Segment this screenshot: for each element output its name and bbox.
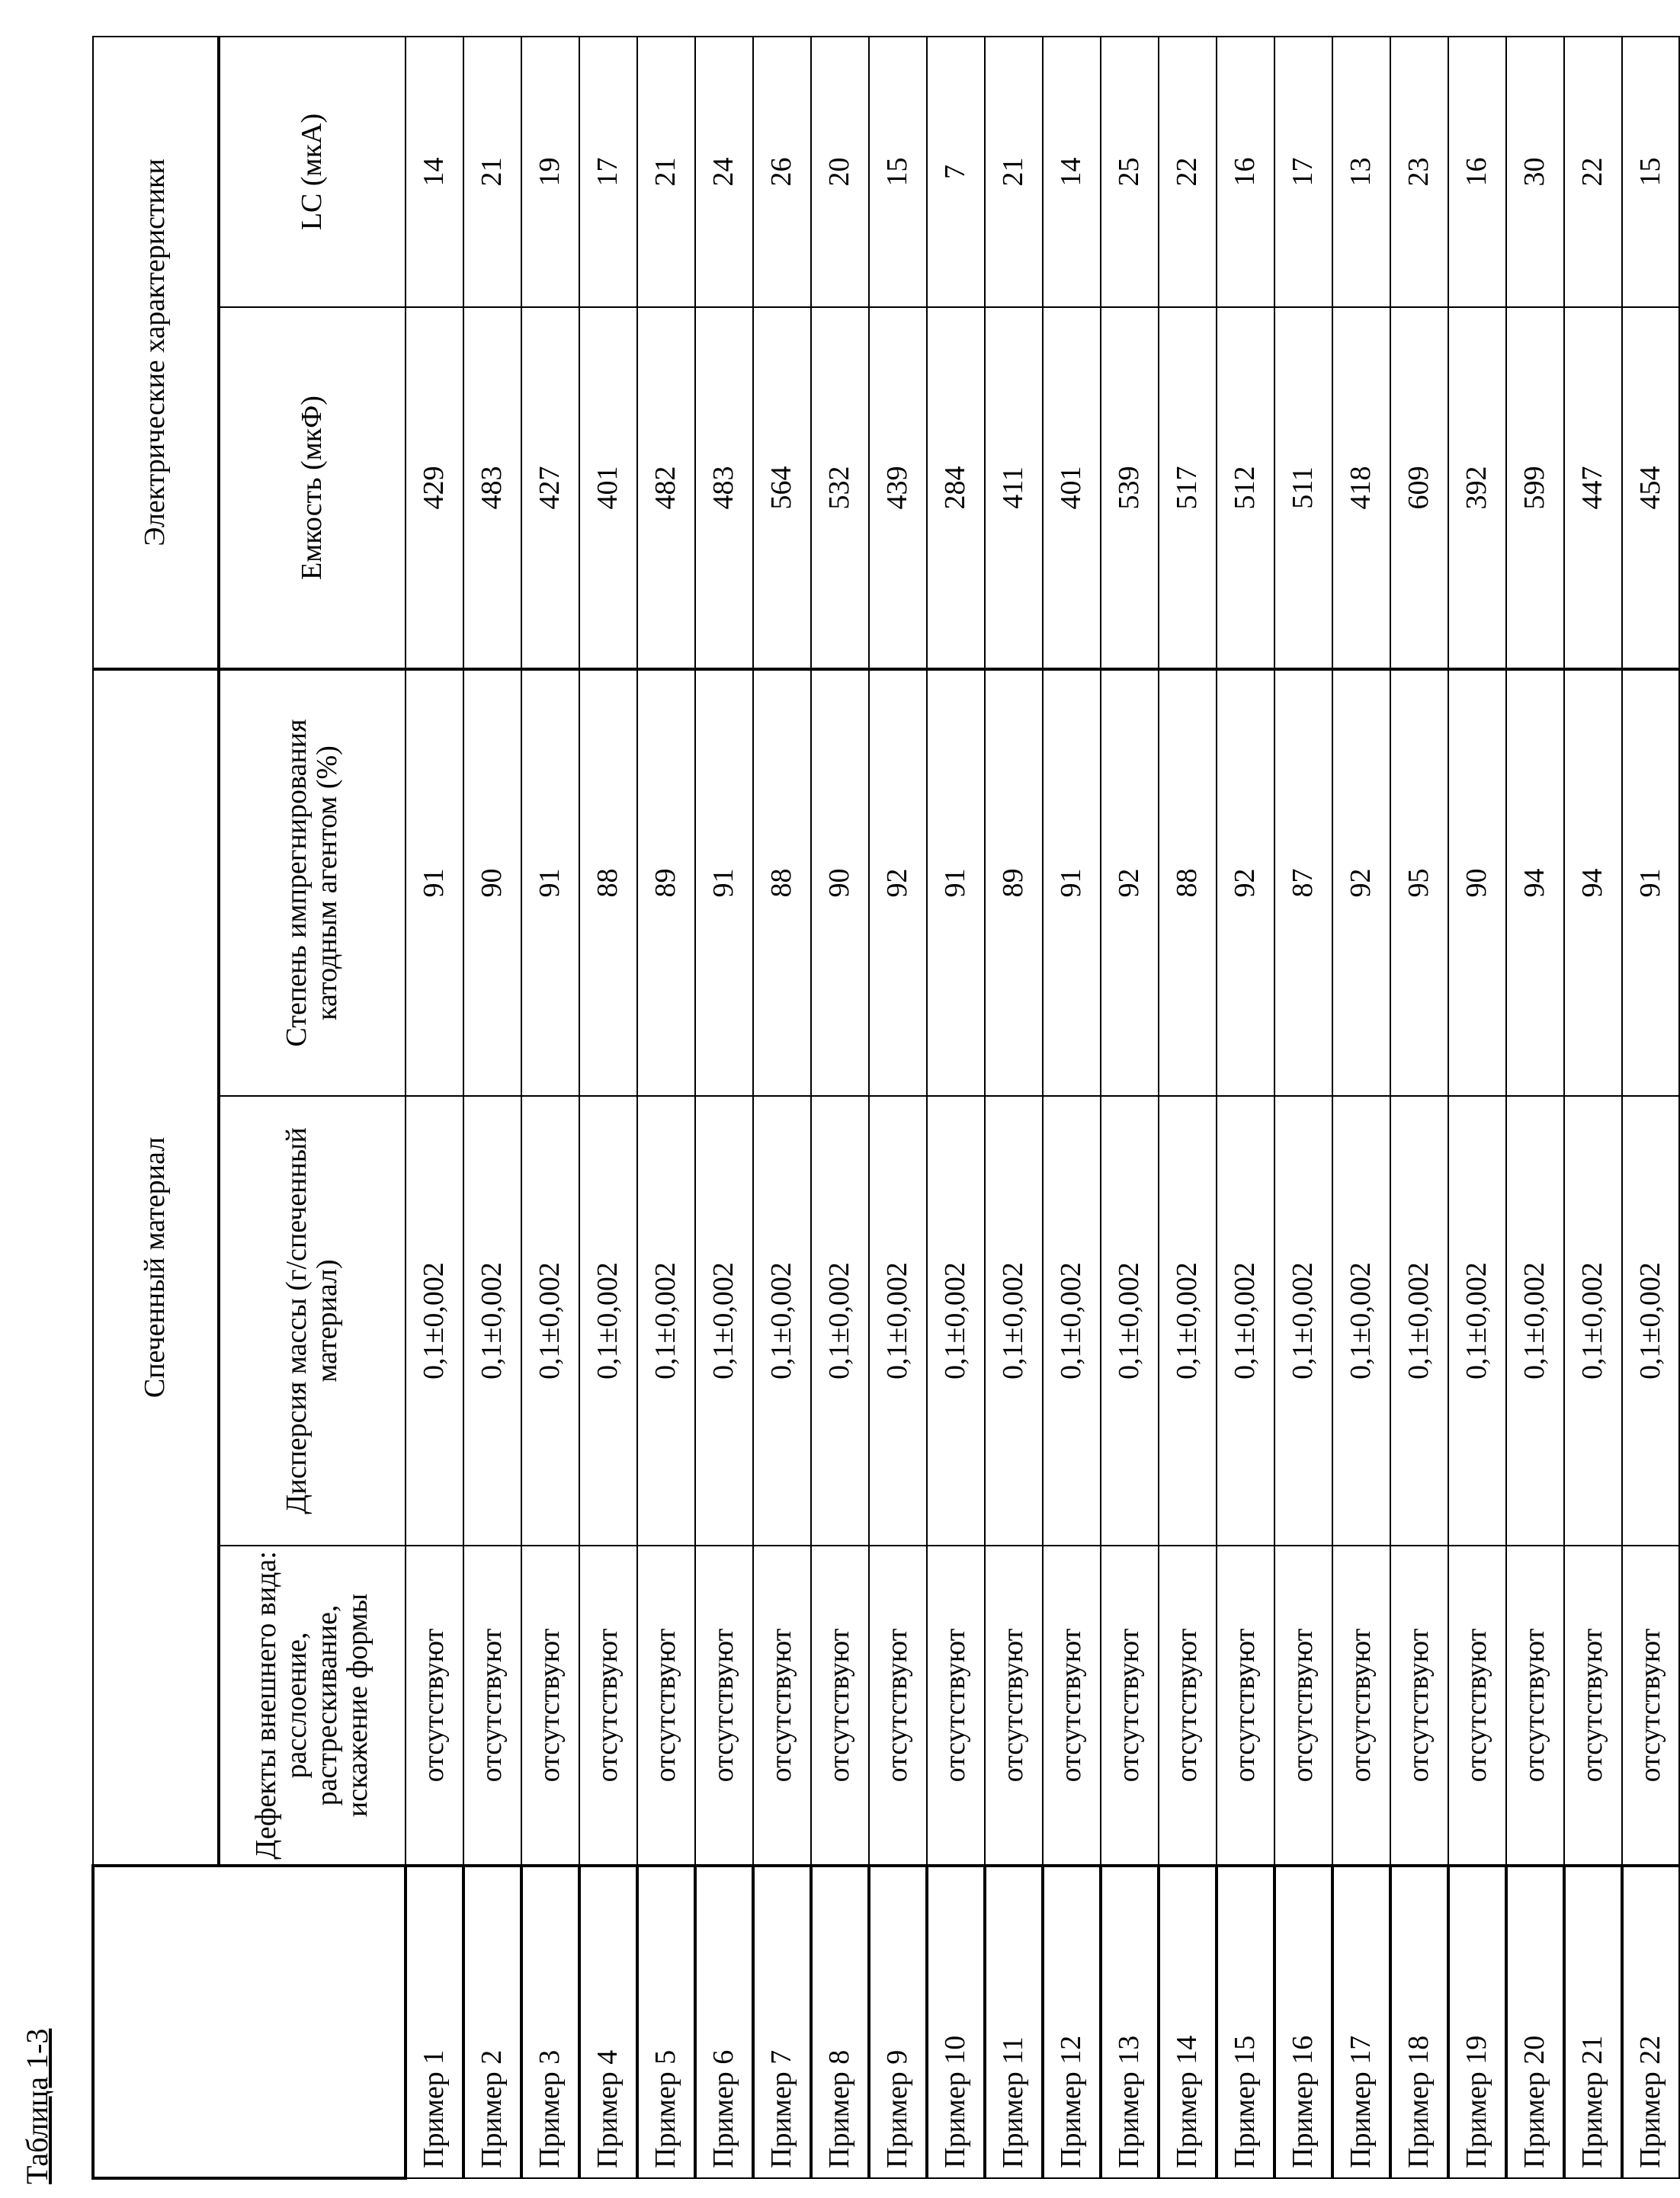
cell-capacitance: 564 [753, 307, 811, 669]
table-row [1448, 37, 1506, 2178]
rotated-page [0, 0, 1439, 2198]
cell-impregnation: 92 [1332, 669, 1390, 1096]
cell-example: Пример 20 [1506, 1866, 1564, 2178]
cell-defects: отсутствуют [927, 1546, 985, 1866]
cell-dispersion: 0,1±0,002 [1564, 1096, 1622, 1546]
cell-capacitance: 609 [1390, 307, 1448, 669]
cell-dispersion: 0,1±0,002 [695, 1096, 753, 1546]
header-dispersion: Дисперсия массы (г/спеченный материал) [219, 1096, 406, 1546]
cell-impregnation: 94 [1564, 669, 1622, 1096]
cell-capacitance: 411 [985, 307, 1043, 669]
cell-capacitance: 401 [1043, 307, 1101, 669]
cell-capacitance: 439 [869, 307, 927, 669]
cell-defects: отсутствуют [637, 1546, 695, 1866]
cell-dispersion: 0,1±0,002 [1274, 1096, 1332, 1546]
cell-impregnation: 90 [463, 669, 521, 1096]
table-row [1274, 37, 1332, 2178]
cell-example: Пример 1 [406, 1866, 463, 2178]
cell-dispersion: 0,1±0,002 [1159, 1096, 1217, 1546]
cell-example: Пример 16 [1274, 1866, 1332, 2178]
table-row [1390, 37, 1448, 2178]
cell-impregnation: 91 [406, 669, 463, 1096]
header-group-electrical: Электрические характеристики [93, 37, 219, 669]
cell-dispersion: 0,1±0,002 [1043, 1096, 1101, 1546]
cell-lc: 24 [695, 37, 753, 307]
cell-example: Пример 6 [695, 1866, 753, 2178]
cell-capacitance: 517 [1159, 307, 1217, 669]
cell-example: Пример 3 [521, 1866, 579, 2178]
cell-capacitance: 429 [406, 307, 463, 669]
cell-impregnation: 89 [985, 669, 1043, 1096]
cell-lc: 22 [1564, 37, 1622, 307]
cell-capacitance: 454 [1622, 307, 1679, 669]
table-body [406, 37, 1679, 2178]
cell-defects: отсутствуют [1390, 1546, 1448, 1866]
results-table [91, 36, 1680, 2180]
cell-defects: отсутствуют [1159, 1546, 1217, 1866]
cell-lc: 22 [1159, 37, 1217, 307]
cell-capacitance: 532 [811, 307, 869, 669]
table-row [811, 37, 869, 2178]
cell-defects: отсутствуют [1043, 1546, 1101, 1866]
cell-capacitance: 284 [927, 307, 985, 669]
cell-example: Пример 8 [811, 1866, 869, 2178]
cell-example: Пример 18 [1390, 1866, 1448, 2178]
header-example-empty [93, 1866, 406, 2178]
cell-capacitance: 427 [521, 307, 579, 669]
table-row [985, 37, 1043, 2178]
cell-example: Пример 21 [1564, 1866, 1622, 2178]
cell-dispersion: 0,1±0,002 [753, 1096, 811, 1546]
header-group-sintered: Спеченный материал [93, 669, 219, 1866]
table-row [1043, 37, 1101, 2178]
cell-capacitance: 511 [1274, 307, 1332, 669]
cell-lc: 26 [753, 37, 811, 307]
cell-lc: 13 [1332, 37, 1390, 307]
cell-dispersion: 0,1±0,002 [1332, 1096, 1390, 1546]
table-row [637, 37, 695, 2178]
cell-impregnation: 90 [1448, 669, 1506, 1096]
table-row [579, 37, 637, 2178]
cell-capacitance: 401 [579, 307, 637, 669]
table-row [695, 37, 753, 2178]
cell-defects: отсутствуют [579, 1546, 637, 1866]
cell-impregnation: 92 [1101, 669, 1159, 1096]
table-row [1332, 37, 1390, 2178]
cell-lc: 15 [1622, 37, 1679, 307]
cell-example: Пример 11 [985, 1866, 1043, 2178]
cell-capacitance: 599 [1506, 307, 1564, 669]
cell-dispersion: 0,1±0,002 [579, 1096, 637, 1546]
cell-dispersion: 0,1±0,002 [1448, 1096, 1506, 1546]
cell-dispersion: 0,1±0,002 [1101, 1096, 1159, 1546]
cell-impregnation: 92 [1217, 669, 1274, 1096]
cell-impregnation: 88 [579, 669, 637, 1096]
cell-dispersion: 0,1±0,002 [463, 1096, 521, 1546]
table-row [1159, 37, 1217, 2178]
cell-defects: отсутствуют [1622, 1546, 1679, 1866]
header-capacitance: Емкость (мкФ) [219, 307, 406, 669]
cell-lc: 16 [1448, 37, 1506, 307]
cell-impregnation: 95 [1390, 669, 1448, 1096]
cell-impregnation: 88 [1159, 669, 1217, 1096]
cell-example: Пример 9 [869, 1866, 927, 2178]
cell-capacitance: 392 [1448, 307, 1506, 669]
cell-example: Пример 22 [1622, 1866, 1679, 2178]
cell-dispersion: 0,1±0,002 [927, 1096, 985, 1546]
table-row [1101, 37, 1159, 2178]
cell-defects: отсутствуют [869, 1546, 927, 1866]
cell-example: Пример 15 [1217, 1866, 1274, 2178]
cell-lc: 14 [406, 37, 463, 307]
cell-impregnation: 91 [695, 669, 753, 1096]
table-row [927, 37, 985, 2178]
cell-dispersion: 0,1±0,002 [637, 1096, 695, 1546]
cell-defects: отсутствуют [1217, 1546, 1274, 1866]
cell-impregnation: 91 [927, 669, 985, 1096]
cell-dispersion: 0,1±0,002 [1622, 1096, 1679, 1546]
cell-defects: отсутствуют [521, 1546, 579, 1866]
cell-defects: отсутствуют [985, 1546, 1043, 1866]
header-impregnation: Степень импрегнирования катодным агентом (%) [219, 669, 406, 1096]
cell-defects: отсутствуют [1506, 1546, 1564, 1866]
cell-example: Пример 12 [1043, 1866, 1101, 2178]
cell-impregnation: 88 [753, 669, 811, 1096]
table-row [1564, 37, 1622, 2178]
cell-impregnation: 91 [1622, 669, 1679, 1096]
cell-lc: 25 [1101, 37, 1159, 307]
cell-defects: отсутствуют [1274, 1546, 1332, 1866]
table-row [869, 37, 927, 2178]
table-row [1622, 37, 1679, 2178]
cell-impregnation: 89 [637, 669, 695, 1096]
cell-dispersion: 0,1±0,002 [811, 1096, 869, 1546]
cell-capacitance: 418 [1332, 307, 1390, 669]
cell-capacitance: 539 [1101, 307, 1159, 669]
cell-lc: 21 [985, 37, 1043, 307]
cell-lc: 30 [1506, 37, 1564, 307]
cell-dispersion: 0,1±0,002 [985, 1096, 1043, 1546]
cell-defects: отсутствуют [695, 1546, 753, 1866]
cell-defects: отсутствуют [406, 1546, 463, 1866]
cell-defects: отсутствуют [1564, 1546, 1622, 1866]
cell-example: Пример 14 [1159, 1866, 1217, 2178]
cell-lc: 14 [1043, 37, 1101, 307]
cell-capacitance: 447 [1564, 307, 1622, 669]
header-defects: Дефекты внешнего вида: расслоение, растрескивание, искажение формы [219, 1546, 406, 1866]
cell-example: Пример 13 [1101, 1866, 1159, 2178]
table-row [463, 37, 521, 2178]
cell-defects: отсутствуют [1332, 1546, 1390, 1866]
cell-defects: отсутствуют [463, 1546, 521, 1866]
cell-dispersion: 0,1±0,002 [521, 1096, 579, 1546]
cell-dispersion: 0,1±0,002 [1217, 1096, 1274, 1546]
cell-defects: отсутствуют [753, 1546, 811, 1866]
cell-lc: 7 [927, 37, 985, 307]
cell-capacitance: 512 [1217, 307, 1274, 669]
cell-example: Пример 17 [1332, 1866, 1390, 2178]
cell-capacitance: 483 [695, 307, 753, 669]
cell-lc: 19 [521, 37, 579, 307]
cell-defects: отсутствуют [811, 1546, 869, 1866]
cell-impregnation: 94 [1506, 669, 1564, 1096]
cell-capacitance: 483 [463, 307, 521, 669]
table-row [753, 37, 811, 2178]
cell-lc: 23 [1390, 37, 1448, 307]
header-column-row [219, 37, 406, 2178]
cell-example: Пример 2 [463, 1866, 521, 2178]
cell-impregnation: 91 [1043, 669, 1101, 1096]
cell-impregnation: 91 [521, 669, 579, 1096]
cell-lc: 17 [579, 37, 637, 307]
cell-example: Пример 19 [1448, 1866, 1506, 2178]
cell-impregnation: 90 [811, 669, 869, 1096]
cell-lc: 20 [811, 37, 869, 307]
header-lc: LC (мкА) [219, 37, 406, 307]
table-row [1217, 37, 1274, 2178]
table-row [1506, 37, 1564, 2178]
cell-dispersion: 0,1±0,002 [406, 1096, 463, 1546]
cell-lc: 15 [869, 37, 927, 307]
header-group-row [93, 37, 219, 2178]
cell-example: Пример 7 [753, 1866, 811, 2178]
cell-impregnation: 87 [1274, 669, 1332, 1096]
table-title: Таблица 1-3 [19, 2029, 55, 2184]
cell-dispersion: 0,1±0,002 [869, 1096, 927, 1546]
cell-lc: 16 [1217, 37, 1274, 307]
table-row [521, 37, 579, 2178]
cell-capacitance: 482 [637, 307, 695, 669]
cell-lc: 17 [1274, 37, 1332, 307]
cell-impregnation: 92 [869, 669, 927, 1096]
cell-defects: отсутствуют [1101, 1546, 1159, 1866]
cell-example: Пример 10 [927, 1866, 985, 2178]
table-row [406, 37, 463, 2178]
cell-example: Пример 5 [637, 1866, 695, 2178]
cell-example: Пример 4 [579, 1866, 637, 2178]
cell-lc: 21 [637, 37, 695, 307]
cell-dispersion: 0,1±0,002 [1390, 1096, 1448, 1546]
cell-lc: 21 [463, 37, 521, 307]
cell-dispersion: 0,1±0,002 [1506, 1096, 1564, 1546]
cell-defects: отсутствуют [1448, 1546, 1506, 1866]
